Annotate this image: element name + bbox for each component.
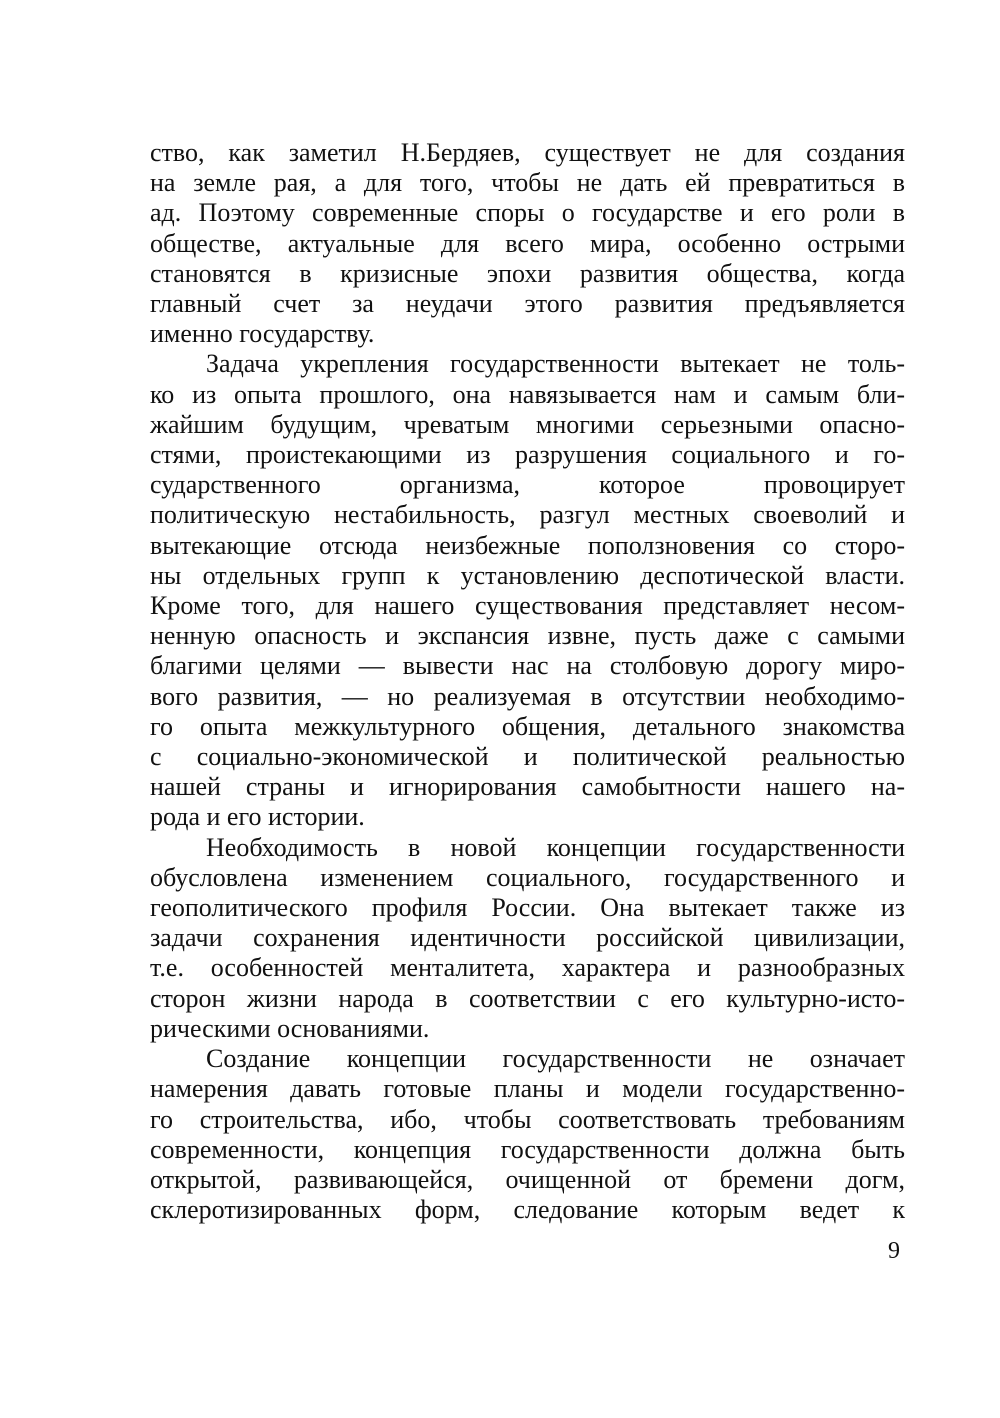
- text-line: сударственного организма, которое провоцирует: [150, 470, 905, 500]
- text-line: Кроме того, для нашего существования представляет несом-: [150, 591, 905, 621]
- text-line: ство, как заметил Н.Бердяев, существует не для создания: [150, 138, 905, 167]
- text-line: ко из опыта прошлого, она навязывается нам и самым бли-: [150, 379, 905, 409]
- text-line: го опыта межкультурного общения, детального знакомства: [150, 711, 905, 741]
- page-number: 9: [888, 1238, 900, 1264]
- text-line: обусловлена изменением социального, государственного и: [150, 862, 905, 892]
- text-line: сторон жизни народа в соответствии с его культурно-исто-: [150, 983, 905, 1013]
- text-line: именно государству.: [150, 319, 375, 349]
- text-line: стями, проистекающими из разрушения социального и го-: [150, 440, 905, 470]
- text-line: намерения давать готовые планы и модели государственно-: [150, 1074, 905, 1104]
- text-line: задачи сохранения идентичности российской цивилизации,: [150, 923, 905, 953]
- text-line: вого развития, — но реализуемая в отсутствии необходимо-: [150, 681, 905, 711]
- text-line: современности, концепция государственности должна быть: [150, 1134, 905, 1164]
- text-line: геополитического профиля России. Она вытекает также из: [150, 893, 905, 923]
- text-line: ненную опасность и экспансия извне, пусть даже с самыми: [150, 621, 905, 651]
- body-text: [150, 138, 905, 1225]
- text-line: склеротизированных форм, следование которым ведет к: [150, 1195, 905, 1225]
- text-line: вытекающие отсюда неизбежные поползновения со сторо-: [150, 530, 905, 560]
- text-line: нашей страны и игнорирования самобытности нашего на-: [150, 772, 905, 802]
- paragraph: [150, 138, 905, 349]
- text-line: рода и его истории.: [150, 802, 365, 832]
- text-line: на земле рая, а для того, чтобы не дать ей превратиться в: [150, 168, 905, 198]
- paragraph: [150, 833, 905, 1044]
- text-line: рическими основаниями.: [150, 1013, 430, 1043]
- text-line: политическую нестабильность, разгул местных своеволий и: [150, 500, 905, 530]
- text-line: открытой, развивающейся, очищенной от бремени догм,: [150, 1164, 905, 1194]
- text-line: жайшим будущим, чреватым многими серьезными опасно-: [150, 409, 905, 439]
- text-line: обществе, актуальные для всего мира, особенно острыми: [150, 228, 905, 258]
- text-line: с социально-экономической и политической реальностью: [150, 742, 905, 772]
- paragraph: [150, 349, 905, 832]
- paragraph: [150, 1044, 905, 1225]
- text-line: Необходимость в новой концепции государственности: [206, 832, 905, 862]
- text-line: благими целями — вывести нас на столбовую дорогу миро-: [150, 651, 905, 681]
- text-line: т.е. особенностей менталитета, характера и разнообразных: [150, 953, 905, 983]
- text-line: Создание концепции государственности не означает: [206, 1044, 905, 1074]
- text-line: ад. Поэтому современные споры о государстве и его роли в: [150, 198, 905, 228]
- text-line: главный счет за неудачи этого развития предъявляется: [150, 289, 905, 319]
- text-line: ны отдельных групп к установлению деспотической власти.: [150, 560, 905, 590]
- text-line: Задача укрепления государственности вытекает не толь-: [206, 349, 905, 379]
- text-line: го строительства, ибо, чтобы соответствовать требованиям: [150, 1104, 905, 1134]
- text-line: становятся в кризисные эпохи развития общества, когда: [150, 258, 905, 288]
